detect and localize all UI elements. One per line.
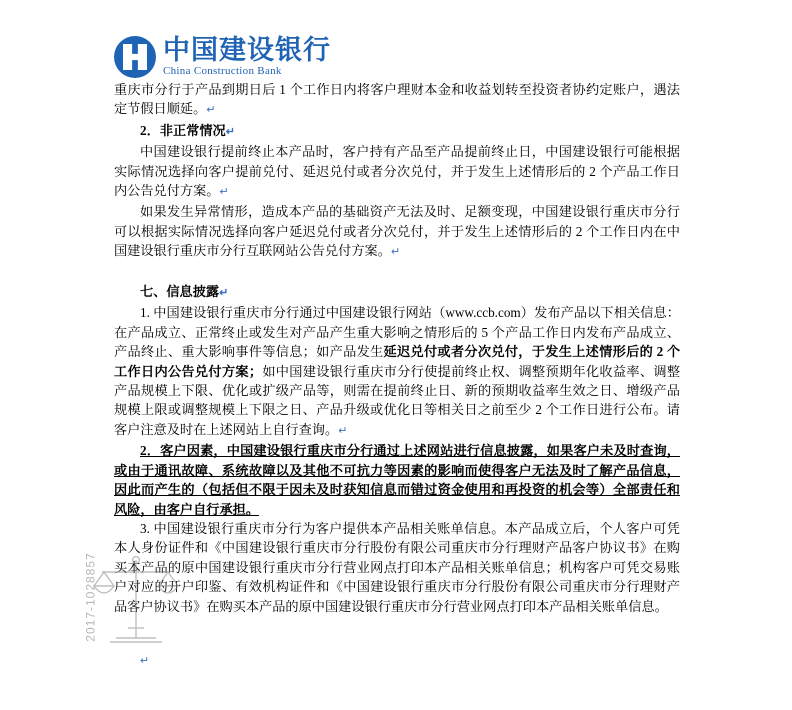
pilcrow-icon: ↵ bbox=[206, 104, 216, 117]
paragraph-abnormal-2 bbox=[114, 202, 680, 262]
paragraph-text: 2．非正常情况 bbox=[140, 122, 226, 138]
paragraph-7-1 bbox=[114, 303, 680, 441]
paragraph-text-part-1: 1. 中国建设银行重庆市分行通过中国建设银行网站（www.ccb.com）发布产品以下相关信息：在产品成立、正常终止或发生对产品产生重大影响之情形后的 5 个产品工作日内发布产品成立、产品终止、重大影响事件等信息；如产品发生 bbox=[114, 305, 680, 360]
paragraph-spacer-bottom bbox=[114, 616, 680, 650]
pilcrow-icon: ↵ bbox=[338, 424, 348, 437]
paragraph-abnormal-1 bbox=[114, 142, 680, 202]
balance-scale-icon bbox=[92, 552, 180, 648]
paragraph-text: 3. 中国建设银行重庆市分行为客户提供本产品相关账单信息。本产品成立后，个人客户可凭本人身份证件和《中国建设银行重庆市分行股份有限公司重庆市分行理财产品客户协议书》在购买本产品的原中国建设银行重庆市分行营业网点打印本产品相关账单信息；机构客户可凭交易账户对应的开户印鉴、有效机构证件和《中国建设银行重庆市分行股份有限公司重庆市分行理财产品客户协议书》在购买本产品的原中国建设银行重庆市分行营业网点打印本产品相关账单信息。 bbox=[114, 520, 680, 614]
paragraph-intro bbox=[114, 80, 680, 121]
paragraph-abnormal-heading bbox=[114, 121, 680, 142]
bank-logo bbox=[114, 34, 331, 80]
paragraph-text: 七、信息披露 bbox=[140, 284, 220, 300]
paragraph-text-part-3: 如中国建设银行重庆市分行使提前终止权、调整预期年化收益率、调整产品规模上下限、优化或扩级产品等，则需在提前终止日、新的预期收益率生效之日、增级产品规模上限或调整规模上下限之日、产品升级或优化日等相关日之前至少 2 个工作日进行公布。请客户注意及时在上述网站上自行查询。 bbox=[114, 363, 681, 437]
pilcrow-icon: ↵ bbox=[219, 287, 229, 300]
paragraph-spacer bbox=[114, 263, 680, 282]
logo-chinese-name: 中国建设银行 bbox=[163, 35, 331, 65]
paragraph-text-part-2-bold: 延迟兑付或者分次兑付，于发生上述情形后的 2 个工作日内公告兑付方案； bbox=[114, 344, 681, 379]
logo-english-name: China Construction Bank bbox=[163, 65, 282, 77]
watermark bbox=[62, 548, 182, 658]
section-heading-7 bbox=[114, 282, 680, 303]
document-body bbox=[114, 80, 680, 671]
watermark-code: 2017-1028857 bbox=[83, 552, 98, 642]
paragraph-text: 中国建设银行提前终止本产品时，客户持有产品至产品提前终止日，中国建设银行可能根据实际情况选择向客户提前兑付、延迟兑付或者分次兑付，并于发生上述情形后的 2 个产品工作日内公告兑付方案。 bbox=[114, 144, 680, 199]
paragraph-text: 2．客户因素，中国建设银行重庆市分行通过上述网站进行信息披露，如果客户未及时查询，或由于通讯故障、系统故障以及其他不可抗力等因素的影响而使得客户无法及时了解产品信息，因此而产生的（包括但不限于因未及时获知信息而错过资金使用和再投资的机会等）全部责任和风险，由客户自行承担。 bbox=[114, 443, 680, 517]
trailing-pilcrow-line bbox=[114, 650, 680, 671]
pilcrow-icon: ↵ bbox=[140, 654, 150, 667]
paragraph-text: 重庆市分行于产品到期日后 1 个工作日内将客户理财本金和收益划转至投资者协约定账户，遇法定节假日顺延。 bbox=[114, 82, 680, 117]
paragraph-7-3 bbox=[114, 519, 680, 616]
pilcrow-icon: ↵ bbox=[390, 246, 401, 259]
paragraph-7-2 bbox=[114, 441, 680, 519]
paragraph-text: 如果发生异常情形，造成本产品的基础资产无法及时、足额变现，中国建设银行重庆市分行可以根据实际情况选择向客户延迟兑付或者分次兑付，并于发生上述情形后的 2 个工作日内在中国建设银行重庆市分行互联网站公告兑付方案。 bbox=[114, 204, 680, 259]
pilcrow-icon: ↵ bbox=[219, 186, 229, 199]
pilcrow-icon: ↵ bbox=[225, 125, 235, 138]
logo-text-block bbox=[163, 36, 331, 78]
ccb-logo-icon bbox=[114, 36, 156, 78]
